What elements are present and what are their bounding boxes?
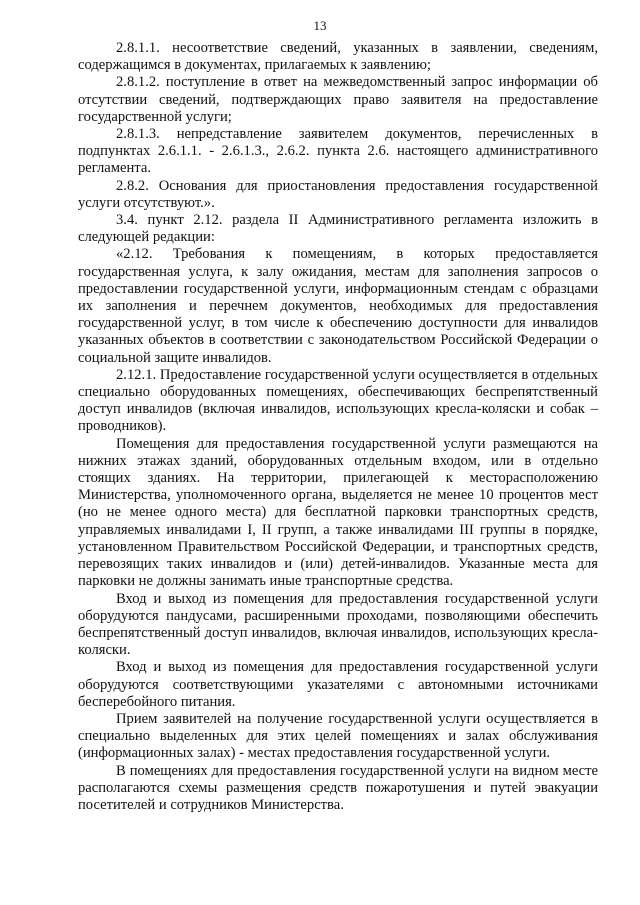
paragraph-2-8-1-2: 2.8.1.2. поступление в ответ на межведомственный запрос информации об отсутствии сведений, подтверждающих право заявителя на предоставление государственной услуги; — [78, 74, 598, 125]
document-body — [78, 40, 598, 814]
paragraph-evacuation-schemes: В помещениях для предоставления государственной услуги на видном месте располагаются схемы размещения средств пожаротушения и путей эвакуации посетителей и сотрудников Министерства. — [78, 762, 598, 813]
paragraph-premises-parking: Помещения для предоставления государственной услуги размещаются на нижних этажах зданий, оборудованных отдельным входом, или в отдельно стоящих зданиях. На территории, прилегающей к месторасположению Министерства, уполномоченного органа, выделяется не менее 10 процентов мест (но не менее одного места) для бесплатной парковки транспортных средств, управляемых инвалидами I, II групп, а также инвалидами III группы в порядке, установленном Правительством Российской Федерации, и транспортных средств, перевозящих таких инвалидов и (или) детей-инвалидов. Указанные места для парковки не должны занимать иные транспортные средства. — [78, 435, 598, 590]
paragraph-2-8-2: 2.8.2. Основания для приостановления предоставления государственной услуги отсутствуют.». — [78, 177, 598, 211]
paragraph-2-12-1: 2.12.1. Предоставление государственной услуги осуществляется в отдельных специально оборудованных помещениях, обеспечивающих беспрепятственный доступ инвалидов (включая инвалидов, использующих кресла-коляски и собак – проводников). — [78, 366, 598, 435]
paragraph-entrance-ramps: Вход и выход из помещения для предоставления государственной услуги оборудуются пандусами, расширенными проходами, позволяющими обеспечить беспрепятственный доступ инвалидов, включая инвалидов, использующих кресла-коляски. — [78, 590, 598, 659]
paragraph-3-4: 3.4. пункт 2.12. раздела II Административного регламента изложить в следующей редакции: — [78, 212, 598, 246]
paragraph-2-8-1-3: 2.8.1.3. непредставление заявителем документов, перечисленных в подпунктах 2.6.1.1. - 2.6.1.3., 2.6.2. пункта 2.6. настоящего административного регламента. — [78, 126, 598, 177]
page-number: 13 — [313, 18, 327, 33]
paragraph-2-8-1-1: 2.8.1.1. несоответствие сведений, указанных в заявлении, сведениям, содержащимся в документах, прилагаемых к заявлению; — [78, 40, 598, 74]
paragraph-2-12: «2.12. Требования к помещениям, в которых предоставляется государственная услуга, к залу ожидания, местам для заполнения запросов о предоставлении государственной услуги, информационным стендам с образцами их заполнения и перечнем документов, необходимых для предоставления государственной услуг, в том числе к обеспечению доступности для инвалидов указанных объектов в соответствии с законодательством Российской Федерации о социальной защите инвалидов. — [78, 246, 598, 366]
paragraph-entrance-signs: Вход и выход из помещения для предоставления государственной услуги оборудуются соответствующими указателями с автономными источниками бесперебойного питания. — [78, 659, 598, 710]
paragraph-reception-halls: Прием заявителей на получение государственной услуги осуществляется в специально выделенных для этих целей помещениях и залах обслуживания (информационных залах) - местах предоставления государственной услуги. — [78, 710, 598, 762]
